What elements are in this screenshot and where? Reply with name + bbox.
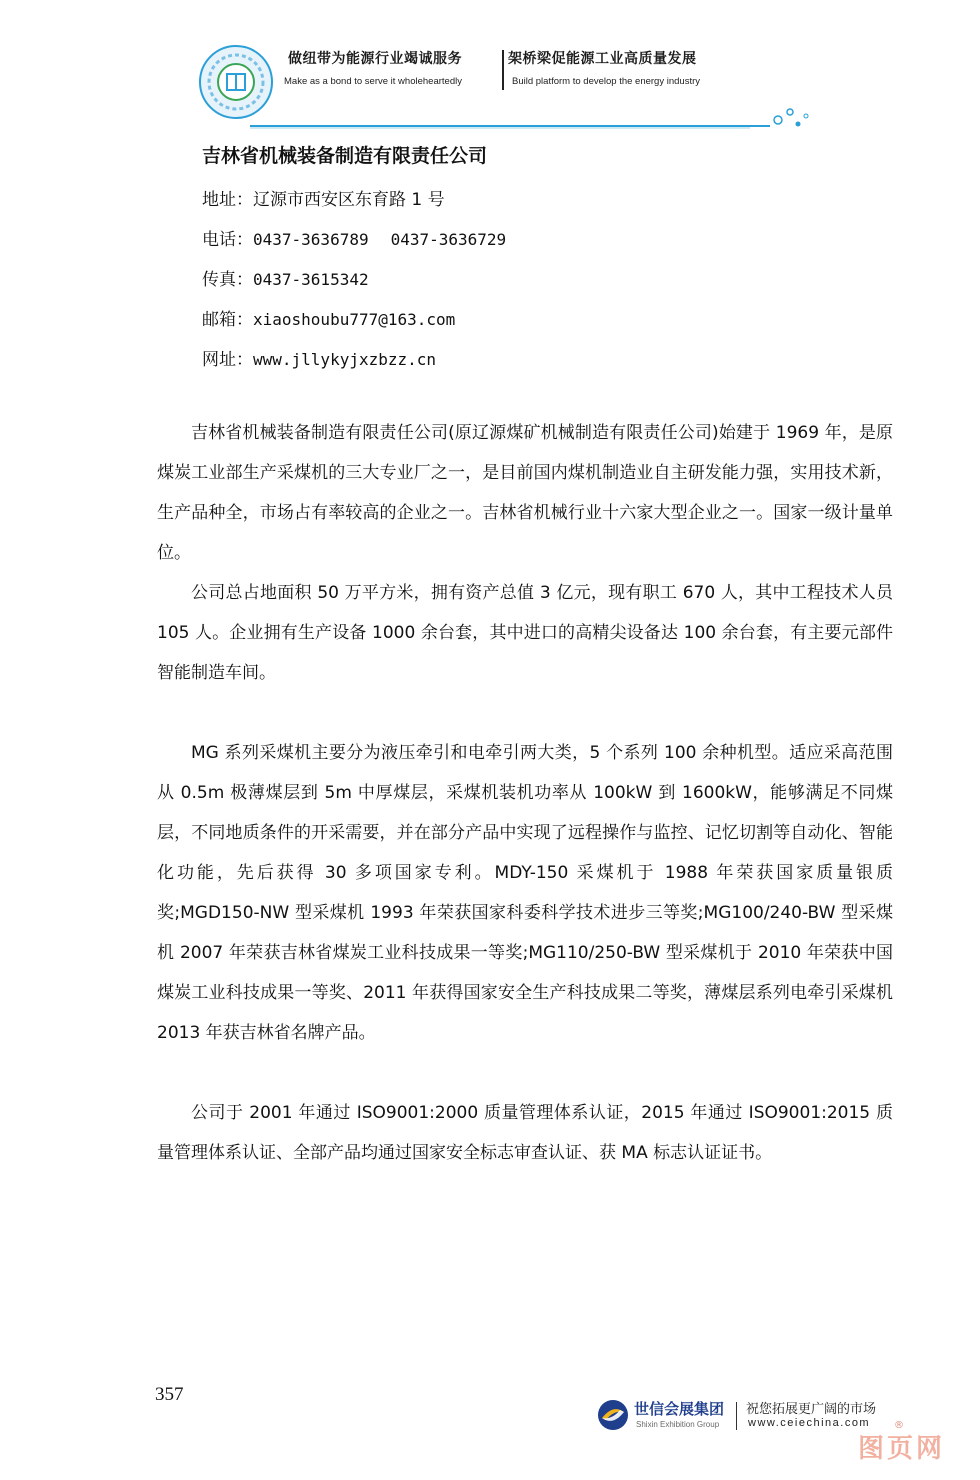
header-slogan-en-right: Build platform to develop the energy industry bbox=[512, 76, 700, 87]
fax-row bbox=[202, 260, 902, 300]
phone-row bbox=[202, 220, 902, 260]
brand-url[interactable]: www.ceiechina.com bbox=[748, 1417, 871, 1429]
brand-slogan: 祝您拓展更广阔的市场 bbox=[746, 1402, 877, 1417]
footer-brand bbox=[596, 1396, 896, 1436]
watermark-registered-mark: ® bbox=[894, 1420, 904, 1431]
scale-paragraph: 公司总占地面积 50 万平方米，拥有资产总值 3 亿元，现有职工 670 人，其中工程技术人员 105 人。企业拥有生产设备 1000 余台套，其中进口的高精尖设备达 100 余台套，有主要元部件智能制造车间。 bbox=[157, 583, 893, 683]
header-slogan-en-left: Make as a bond to serve it wholeheartedly bbox=[284, 76, 462, 87]
company-name: 吉林省机械装备制造有限责任公司 bbox=[202, 145, 488, 167]
website-link[interactable]: www.jllykyjxzbzz.cn bbox=[253, 350, 437, 369]
email-label: 邮箱： bbox=[202, 310, 253, 330]
header-slogan-cn-left: 做纽带为能源行业竭诚服务 bbox=[288, 51, 462, 67]
phone-value-1[interactable]: 0437-3636789 bbox=[253, 230, 369, 249]
header-underline-decoration bbox=[250, 90, 810, 130]
brand-name-cn: 世信会展集团 bbox=[634, 1400, 725, 1418]
company-info bbox=[202, 140, 902, 380]
certification-paragraph: 公司于 2001 年通过 ISO9001:2000 质量管理体系认证，2015 年通过 ISO9001:2015 质量管理体系认证、全部产品均通过国家安全标志审查认证、获 MA 标志认证证书。 bbox=[157, 1103, 893, 1163]
products-paragraph: MG 系列采煤机主要分为液压牵引和电牵引两大类，5 个系列 100 余种机型。适应采高范围从 0.5m 极薄煤层到 5m 中厚煤层，采煤机装机功率从 100kW 到 1600kW，能够满足不同煤层，不同地质条件的开采需要，并在部分产品中实现了远程操作与监控、记忆切割等自动化、智能化功能，先后获得 30 多项国家专利。MDY-150 采煤机于 1988 年荣获国家质量银质奖;MGD150-NW 型采煤机 1993 年荣获国家科委科学技术进步三等奖;MG100/240-BW 型采煤机 2007 年荣获吉林省煤炭工业科技成果一等奖;MG110/250-BW 型采煤机于 2010 年荣获中国煤炭工业科技成果一等奖、2011 年获得国家安全生产科技成果二等奖，薄煤层系列电牵引采煤机 2013 年获吉林省名牌产品。 bbox=[157, 743, 893, 1043]
brand-divider bbox=[736, 1402, 737, 1430]
website-row bbox=[202, 340, 902, 380]
page-number: 357 bbox=[155, 1384, 184, 1405]
address-value: 辽源市西安区东育路 1 号 bbox=[253, 190, 445, 210]
fax-value: 0437-3615342 bbox=[253, 270, 369, 289]
email-link[interactable]: xiaoshoubu777@163.com bbox=[253, 310, 456, 329]
page-header bbox=[190, 40, 810, 130]
website-label: 网址： bbox=[202, 350, 253, 370]
phone-value-2[interactable]: 0437-3636729 bbox=[390, 230, 507, 249]
header-slogan-cn-right: 架桥梁促能源工业高质量发展 bbox=[508, 51, 697, 67]
shixin-logo-icon bbox=[596, 1398, 630, 1432]
fax-label: 传真： bbox=[202, 270, 253, 290]
watermark: 图页网 bbox=[858, 1434, 946, 1464]
email-row bbox=[202, 300, 902, 340]
phone-label: 电话： bbox=[202, 230, 253, 250]
address-row bbox=[202, 180, 902, 220]
header-divider bbox=[502, 50, 504, 90]
address-label: 地址： bbox=[202, 190, 253, 210]
intro-paragraph: 吉林省机械装备制造有限责任公司(原辽源煤矿机械制造有限责任公司)始建于 1969 年，是原煤炭工业部生产采煤机的三大专业厂之一，是目前国内煤机制造业自主研发能力强，实用技术新，生产品种全，市场占有率较高的企业之一。吉林省机械行业十六家大型企业之一。国家一级计量单位。 bbox=[157, 423, 893, 563]
brand-name-en: Shixin Exhibition Group bbox=[636, 1420, 720, 1429]
